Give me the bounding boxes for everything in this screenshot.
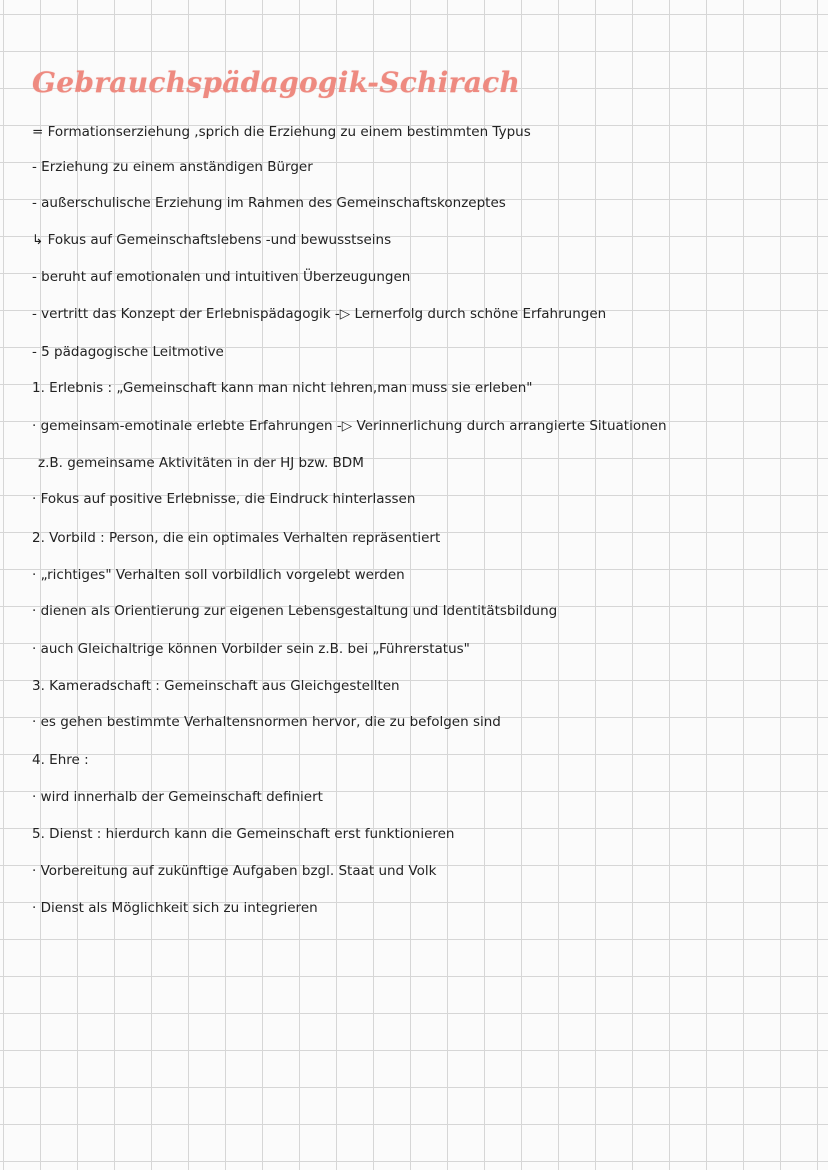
note-line: z.B. gemeinsame Aktivitäten in der HJ bzw. BDM xyxy=(38,455,364,471)
note-line: · Dienst als Möglichkeit sich zu integrieren xyxy=(32,900,318,916)
note-line: ↳ Fokus auf Gemeinschaftslebens -und bewusstseins xyxy=(32,232,392,248)
note-line: 3. Kameradschaft : Gemeinschaft aus Gleichgestellten xyxy=(32,678,400,694)
note-line: · auch Gleichaltrige können Vorbilder sein z.B. bei „Führerstatus" xyxy=(32,641,470,657)
note-line: 5. Dienst : hierdurch kann die Gemeinschaft erst funktionieren xyxy=(32,826,455,842)
note-line: · dienen als Orientierung zur eigenen Lebensgestaltung und Identitätsbildung xyxy=(32,603,558,619)
note-line: 2. Vorbild : Person, die ein optimales Verhalten repräsentiert xyxy=(32,530,441,546)
note-line: 4. Ehre : xyxy=(32,752,89,768)
note-line: · es gehen bestimmte Verhaltensnormen hervor, die zu befolgen sind xyxy=(32,714,501,730)
note-line: 1. Erlebnis : „Gemeinschaft kann man nicht lehren,man muss sie erleben" xyxy=(32,380,533,396)
note-line: - vertritt das Konzept der Erlebnispädagogik -▷ Lernerfolg durch schöne Erfahrungen xyxy=(32,306,607,322)
note-line: · Fokus auf positive Erlebnisse, die Eindruck hinterlassen xyxy=(32,491,416,507)
note-line: - beruht auf emotionalen und intuitiven Überzeugungen xyxy=(32,269,411,285)
note-line: · Vorbereitung auf zukünftige Aufgaben bzgl. Staat und Volk xyxy=(32,863,437,879)
note-line: = Formationserziehung ,sprich die Erziehung zu einem bestimmten Typus xyxy=(32,124,531,140)
note-line: · „richtiges" Verhalten soll vorbildlich vorgelebt werden xyxy=(32,567,405,583)
note-line: - 5 pädagogische Leitmotive xyxy=(32,344,224,360)
note-title: Gebrauchspädagogik-Schirach xyxy=(32,66,521,99)
note-line: - außerschulische Erziehung im Rahmen des Gemeinschaftskonzeptes xyxy=(32,195,506,211)
note-line: · gemeinsam-emotinale erlebte Erfahrungen -▷ Verinnerlichung durch arrangierte Situationen xyxy=(32,418,667,434)
note-line: - Erziehung zu einem anständigen Bürger xyxy=(32,159,313,175)
note-line: · wird innerhalb der Gemeinschaft definiert xyxy=(32,789,323,805)
